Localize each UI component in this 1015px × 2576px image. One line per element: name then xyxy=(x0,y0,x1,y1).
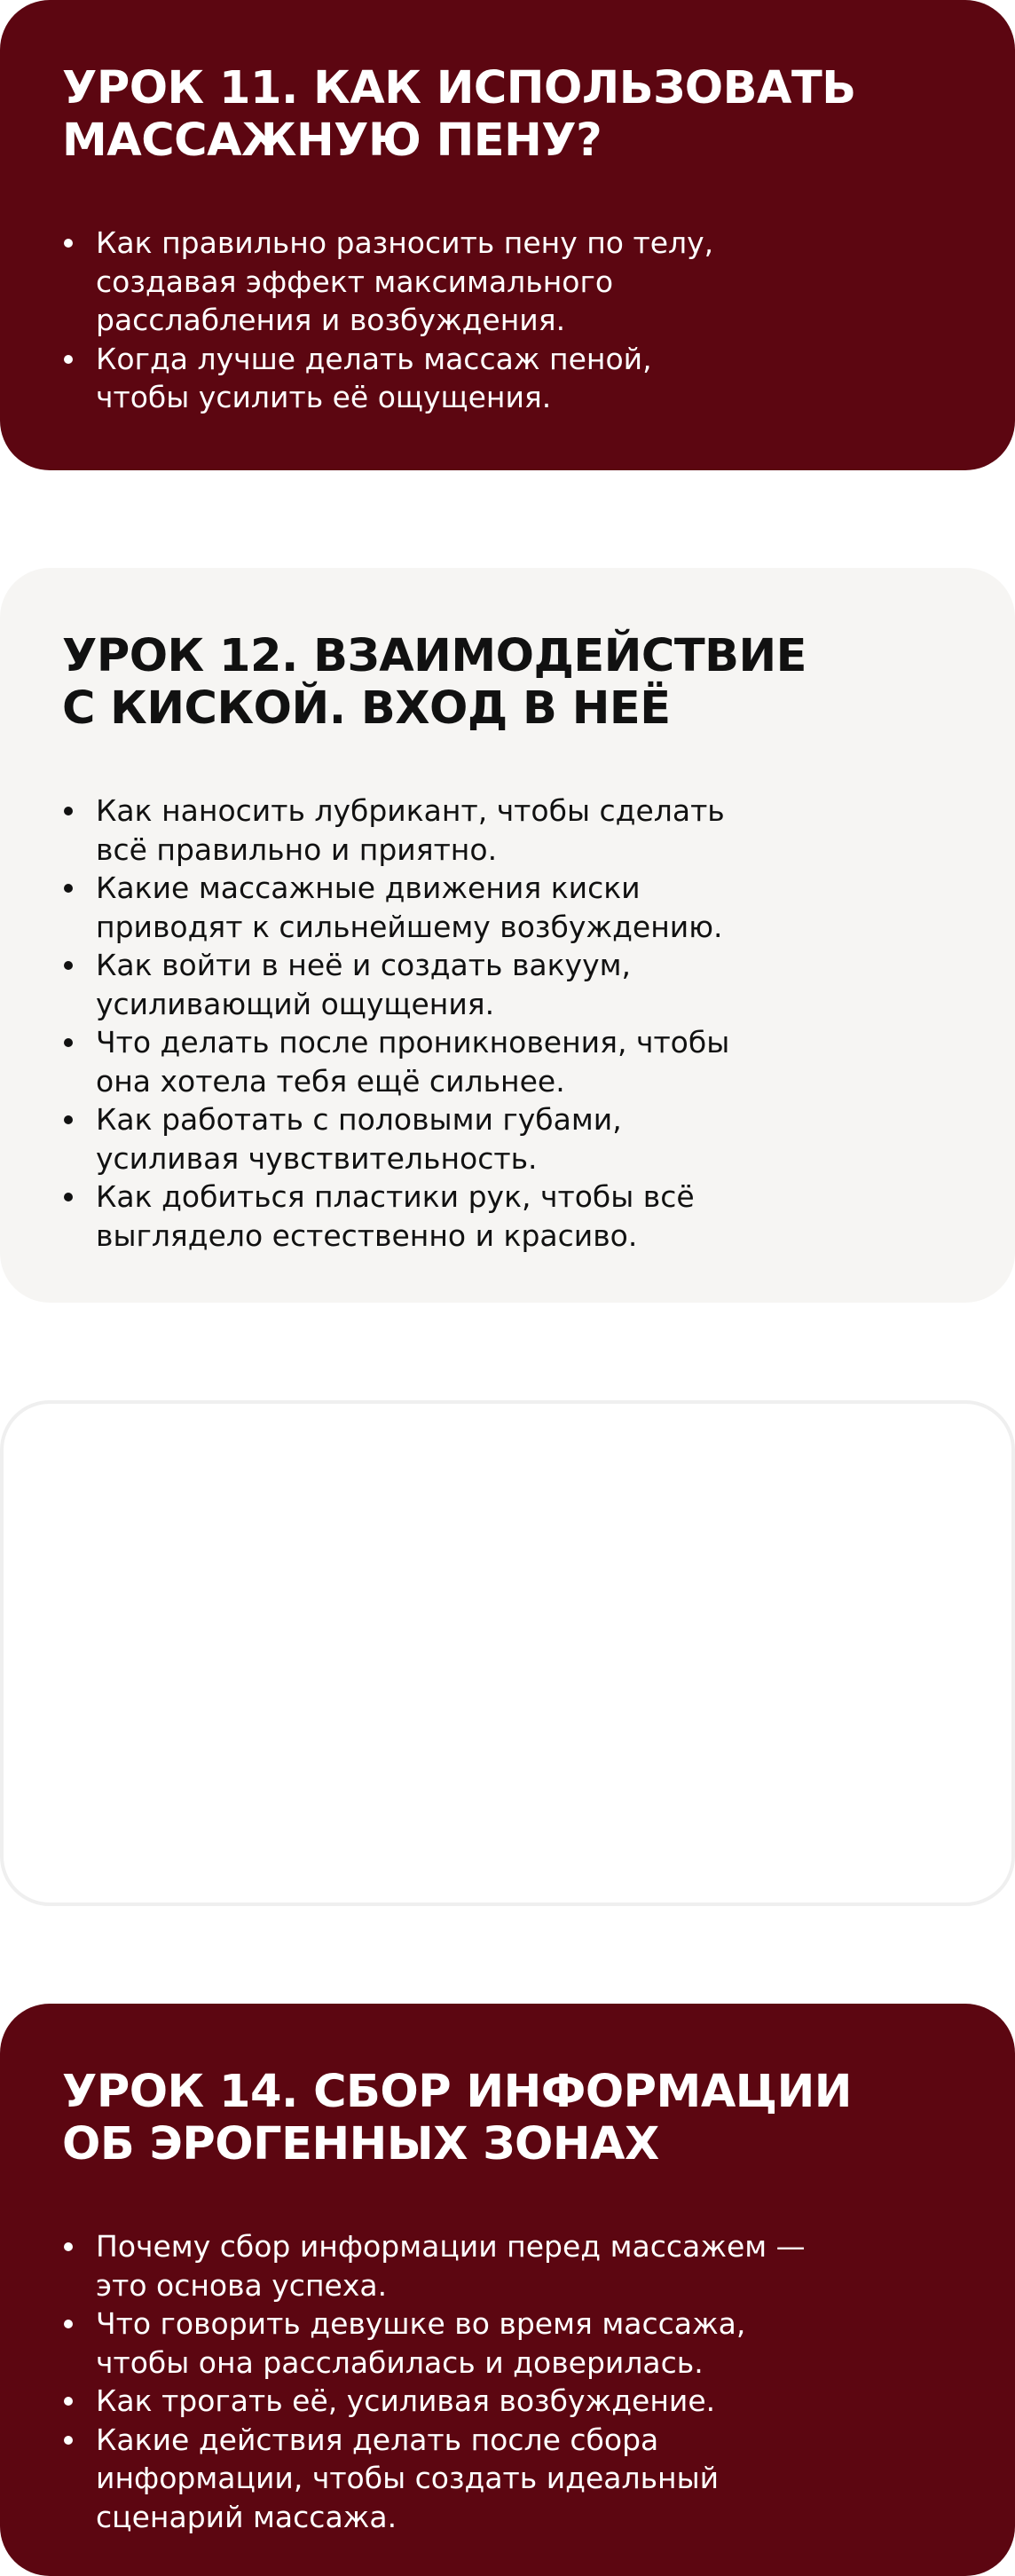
list-item-text: Что делать после проникновения, чтобы xyxy=(96,1025,730,1060)
list-item-text: Что говорить девушке во время массажа, xyxy=(96,2306,746,2341)
list-item-text: усиливая чувствительность. xyxy=(96,1140,538,1176)
lesson-card-14 xyxy=(0,2004,1015,2576)
lesson-title-line: МАССАЖНУЮ ПЕНУ? xyxy=(62,114,602,167)
list-item-text: Почему сбор информации перед массажем — xyxy=(96,2229,806,2264)
list-item-text: Как добиться пластики рук, чтобы всё xyxy=(96,1179,695,1214)
list-item-text: это основа успеха. xyxy=(96,2267,388,2303)
lesson-title-line: УРОК 12. ВЗАИМОДЕЙСТВИЕ xyxy=(62,630,807,682)
lesson-title-line: С КИСКОЙ. ВХОД В НЕЁ xyxy=(62,682,671,735)
lesson-card-11 xyxy=(0,0,1015,470)
list-item-text: сценарий массажа. xyxy=(96,2499,397,2534)
list-item-text: расслабления и возбуждения. xyxy=(96,303,566,337)
list-item xyxy=(96,2382,894,2421)
list-item-text: всё правильно и приятно. xyxy=(96,831,498,867)
list-item-text: Как войти в неё и создать вакуум, xyxy=(96,948,631,982)
lesson-title xyxy=(62,2066,953,2170)
list-item xyxy=(96,946,814,1023)
list-item xyxy=(96,1023,814,1100)
list-item-text: Как работать с половыми губами, xyxy=(96,1102,622,1137)
lesson-title-line: УРОК 14. СБОР ИНФОРМАЦИИ xyxy=(62,2066,852,2118)
lesson-title-line: ОБ ЭРОГЕННЫХ ЗОНАХ xyxy=(62,2118,659,2170)
list-item-text: Какие действия делать после сбора xyxy=(96,2422,659,2457)
lesson-topics-list xyxy=(62,224,788,417)
list-item-text: Какие массажные движения киски xyxy=(96,870,641,905)
lesson-title xyxy=(62,62,953,167)
list-item-text: создавая эффект максимального xyxy=(96,264,614,299)
list-item-text: Как наносить лубрикант, чтобы сделать xyxy=(96,793,725,828)
empty-card xyxy=(0,1400,1015,1906)
list-item-text: чтобы усилить её ощущения. xyxy=(96,380,552,414)
list-item xyxy=(96,792,814,869)
list-item xyxy=(96,2227,894,2304)
list-item xyxy=(96,1178,814,1255)
list-item-text: она хотела тебя ещё сильнее. xyxy=(96,1063,565,1099)
list-item-text: приводят к сильнейшему возбуждению. xyxy=(96,909,723,944)
list-item-text: чтобы она расслабилась и доверилась. xyxy=(96,2344,704,2380)
lesson-topics-list xyxy=(62,792,814,1255)
lesson-title-line: УРОК 11. КАК ИСПОЛЬЗОВАТЬ xyxy=(62,62,856,114)
lesson-topics-list xyxy=(62,2227,894,2536)
list-item-text: информации, чтобы создать идеальный xyxy=(96,2461,720,2495)
list-item xyxy=(96,2421,894,2537)
list-item xyxy=(96,224,788,340)
list-item-text: Когда лучше делать массаж пеной, xyxy=(96,341,652,376)
list-item-text: Как трогать её, усиливая возбуждение. xyxy=(96,2383,716,2418)
list-item xyxy=(96,1100,814,1178)
list-item-text: выглядело естественно и красиво. xyxy=(96,1217,638,1253)
list-item-text: Как правильно разносить пену по телу, xyxy=(96,225,714,260)
list-item xyxy=(96,340,788,417)
list-item xyxy=(96,869,814,946)
list-item-text: усиливающий ощущения. xyxy=(96,986,495,1021)
lesson-card-12 xyxy=(0,568,1015,1303)
lesson-title xyxy=(62,630,953,735)
list-item xyxy=(96,2304,894,2382)
